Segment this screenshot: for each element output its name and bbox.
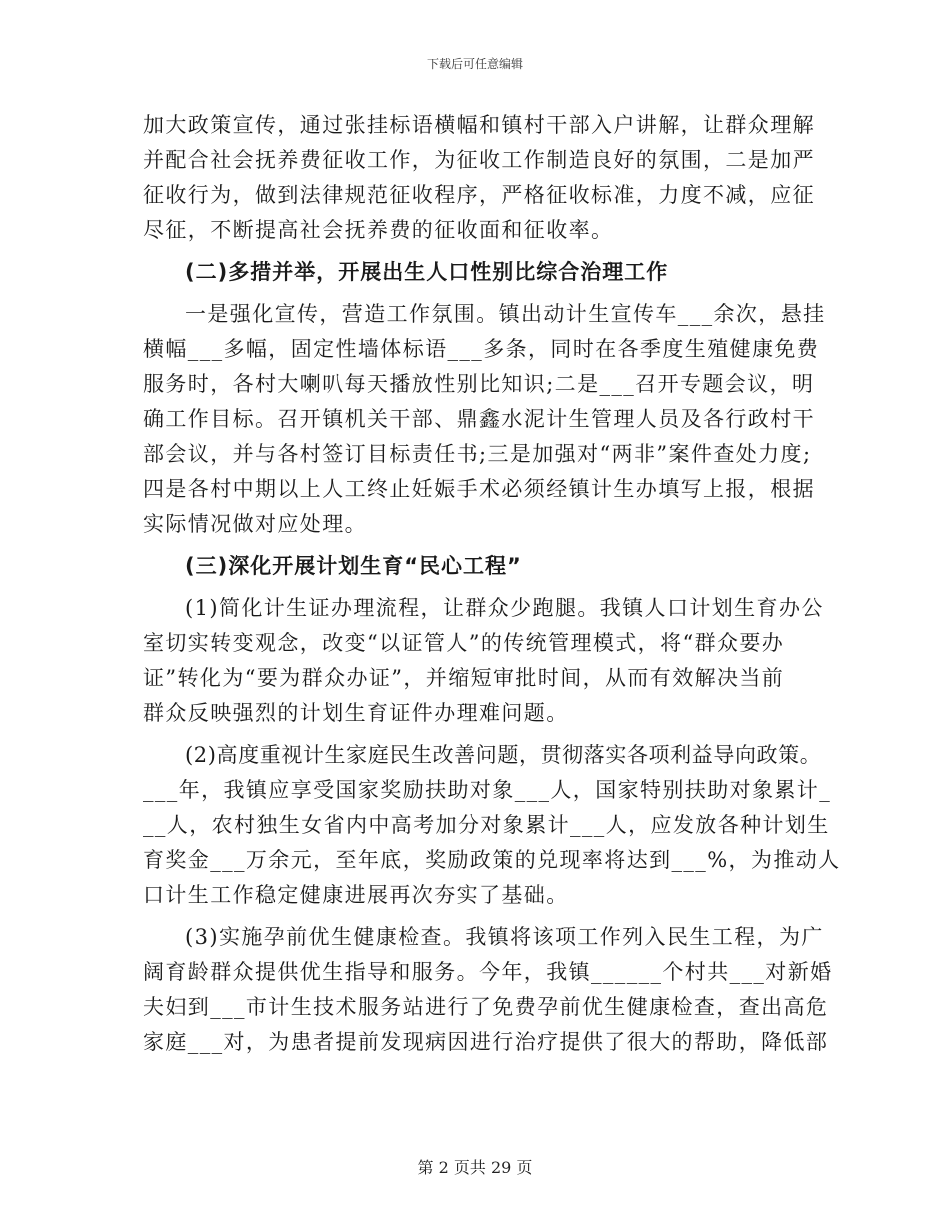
page-number-footer: 第 2 页共 29 页	[417, 1158, 533, 1177]
text-line: 夫妇到___市计生技术服务站进行了免费孕前优生健康检查，查出高危	[143, 995, 829, 1019]
paragraph-item-3	[143, 920, 833, 1060]
text-line: 群众反映强烈的计划生育证件办理难问题。	[143, 701, 569, 725]
text-line: 室切实转变观念，改变“以证管人”的传统管理模式，将“群众要办	[143, 631, 785, 655]
text-line: 家庭___对，为患者提前发现病因进行治疗提供了很大的帮助，降低部	[143, 1030, 829, 1054]
text-line: 一是强化宣传，营造工作氛围。镇出动计生宣传车___余次，悬挂	[185, 302, 826, 326]
paragraph-item-2	[143, 738, 841, 913]
paragraph-item-1	[143, 591, 823, 731]
section-heading-3: (三)深化开展计划生育“民心工程”	[185, 554, 522, 578]
text-line: 尽征，不断提高社会抚养费的征收面和征收率。	[143, 218, 614, 242]
text-line: __人，农村独生女省内中高考加分对象累计___人，应发放各种计划生	[143, 813, 830, 837]
text-line: 部会议，并与各村签订目标责任书;三是加强对“两非”案件查处力度;	[143, 442, 812, 466]
text-line: 阔育龄群众提供优生指导和服务。今年，我镇______个村共___对新婚	[143, 960, 833, 984]
text-line: 四是各村中期以上人工终止妊娠手术必须经镇计生办填写上报，根据	[143, 477, 815, 501]
text-line: (1)简化计生证办理流程，让群众少跑腿。我镇人口计划生育办公	[185, 596, 824, 620]
paragraph-sex-ratio	[143, 297, 826, 542]
text-line: 征收行为，做到法律规范征收程序，严格征收标准，力度不减，应征	[143, 183, 815, 207]
paragraph-continuation	[143, 108, 823, 248]
section-heading-2: (二)多措并举，开展出生人口性别比综合治理工作	[185, 260, 669, 284]
text-line: 证”转化为“要为群众办证”，并缩短审批时间，从而有效解决当前	[143, 666, 785, 690]
text-line: ___年，我镇应享受国家奖励扶助对象___人，国家特别扶助对象累计_	[143, 778, 832, 802]
text-line: 育奖金___万余元，至年底，奖励政策的兑现率将达到___%，为推动人	[143, 848, 841, 872]
text-line: (3)实施孕前优生健康检查。我镇将该项工作列入民生工程，为广	[185, 925, 824, 949]
text-line: 加大政策宣传，通过张挂标语横幅和镇村干部入户讲解，让群众理解	[143, 113, 815, 137]
text-line: 横幅___多幅，固定性墙体标语___多条，同时在各季度生殖健康免费	[143, 337, 820, 361]
text-line: 服务时，各村大喇叭每天播放性别比知识;二是___召开专题会议，明	[143, 372, 815, 396]
header-note: 下载后可任意编辑	[426, 57, 523, 71]
text-line: 并配合社会抚养费征收工作，为征收工作制造良好的氛围，二是加严	[143, 148, 815, 172]
text-line: 口计生工作稳定健康进展再次夯实了基础。	[143, 883, 569, 907]
document-body	[143, 108, 841, 1060]
text-line: 实际情况做对应处理。	[143, 512, 367, 536]
text-line: 确工作目标。召开镇机关干部、鼎鑫水泥计生管理人员及各行政村干	[143, 407, 815, 431]
text-line: (2)高度重视计生家庭民生改善问题，贯彻落实各项利益导向政策。	[185, 743, 822, 767]
